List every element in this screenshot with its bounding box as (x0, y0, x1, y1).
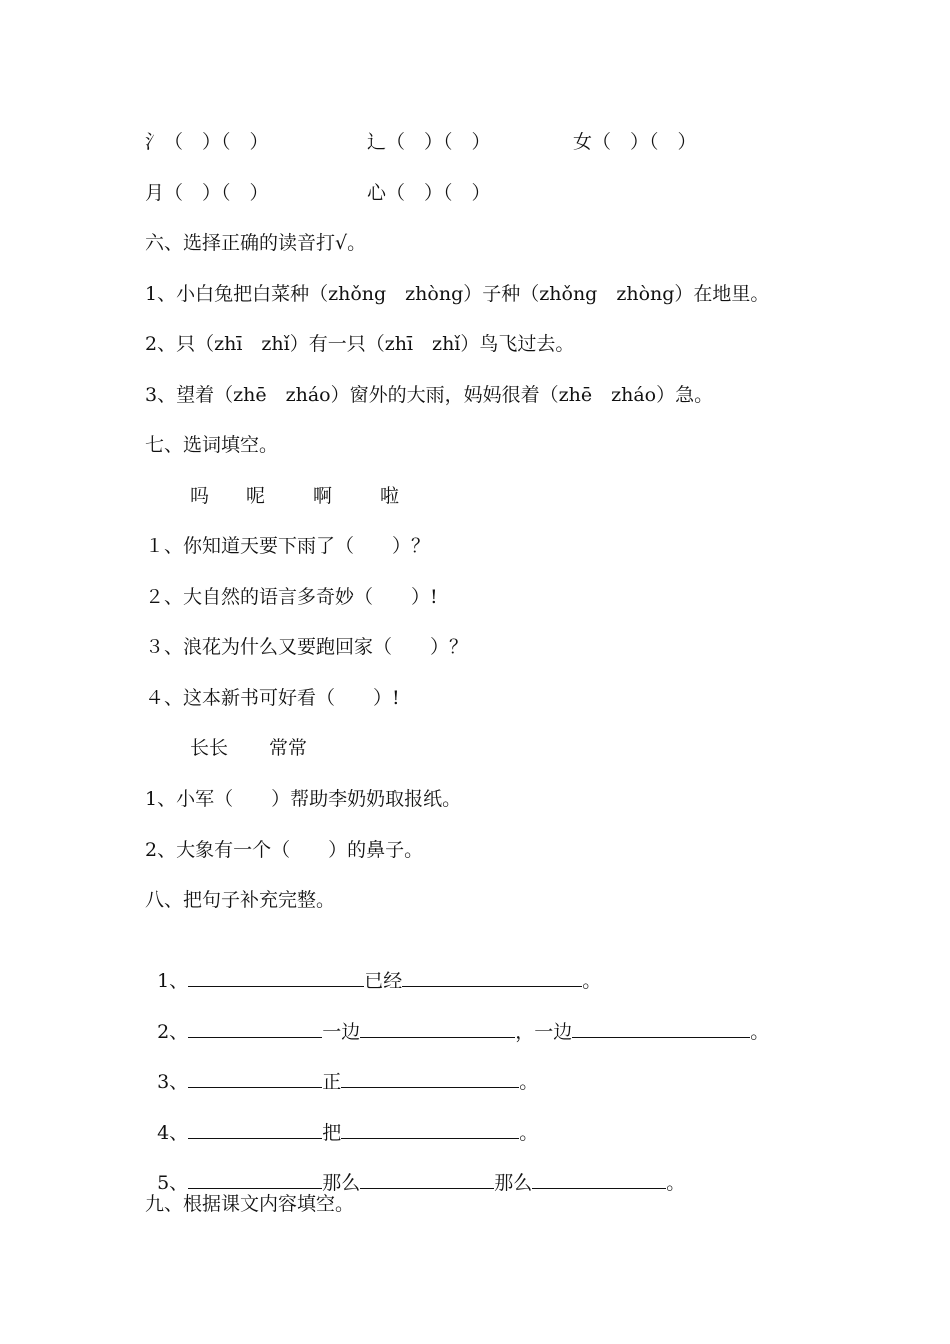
word-option: 啦 (380, 485, 400, 507)
sentence-text: 。 (750, 1021, 770, 1043)
section-7-item-2[interactable]: ２、大自然的语言多奇妙（ ）! (145, 586, 438, 608)
section-6-title: 六、选择正确的读音打√。 (145, 232, 367, 254)
radical-group (145, 127, 269, 157)
blank-line[interactable] (188, 1069, 322, 1088)
radical-char: 辶 (367, 131, 387, 153)
radical-slots[interactable]: （ ）（ ） (164, 131, 269, 153)
blank-line[interactable] (188, 1170, 322, 1189)
sentence-number: 5、 (157, 1172, 189, 1194)
radical-char: 月 (145, 182, 165, 204)
sentence-text: 。 (582, 970, 602, 992)
section-8-title: 八、把句子补充完整。 (145, 889, 336, 911)
blank-line[interactable] (360, 1170, 494, 1189)
radical-group (367, 127, 491, 157)
sentence-text: 那么 (322, 1172, 361, 1194)
blank-line[interactable] (402, 968, 582, 987)
radical-char: 心 (367, 182, 387, 204)
sentence-text: 。 (666, 1172, 686, 1194)
sentence-5 (145, 1138, 910, 1194)
section-7-item-3[interactable]: ３、浪花为什么又要跑回家（ ）？ (145, 636, 469, 658)
radical-group (573, 127, 697, 157)
sentence-3 (145, 1037, 910, 1093)
word-option: 啊 (313, 485, 333, 507)
sentence-text: 正 (322, 1071, 342, 1093)
sentence-text: 那么 (494, 1172, 533, 1194)
blank-line[interactable] (360, 1019, 515, 1038)
sentence-2 (145, 987, 910, 1043)
word-bank-1 (145, 481, 910, 511)
radical-slots[interactable]: （ ）（ ） (386, 131, 491, 153)
sentence-1 (145, 936, 910, 992)
section-7-item-4[interactable]: ４、这本新书可好看（ ）! (145, 687, 400, 709)
section-7-title: 七、选词填空。 (145, 434, 279, 456)
section-9-title: 九、根据课文内容填空。 (145, 1193, 355, 1215)
sentence-text: 。 (519, 1122, 539, 1144)
sentence-text: 已经 (364, 970, 403, 992)
radical-slots[interactable]: （ ）（ ） (386, 182, 491, 204)
word-bank-2 (145, 733, 910, 763)
radical-slots[interactable]: （ ）（ ） (592, 131, 697, 153)
sentence-number: 4、 (157, 1122, 189, 1144)
radical-row-1 (145, 127, 910, 157)
word-option: 常常 (269, 737, 308, 759)
blank-line[interactable] (188, 1019, 322, 1038)
sentence-text: 。 (519, 1071, 539, 1093)
sentence-text: 一边 (322, 1021, 361, 1043)
blank-line[interactable] (572, 1019, 750, 1038)
section-7-item-6[interactable]: 2、大象有一个（ ）的鼻子。 (145, 839, 424, 861)
sentence-number: 1、 (157, 970, 189, 992)
word-option: 吗 (190, 485, 210, 507)
section-6-item-1[interactable]: 1、小白兔把白菜种（zhǒng zhòng）子种（zhǒng zhòng）在地里。 (145, 283, 770, 305)
word-option: 长长 (190, 737, 229, 759)
radical-char: 女 (573, 131, 593, 153)
sentence-text: 把 (322, 1122, 342, 1144)
section-6-item-3[interactable]: 3、望着（zhē zháo）窗外的大雨，妈妈很着（zhē zháo）急。 (145, 384, 714, 406)
radical-slots[interactable]: （ ）（ ） (164, 182, 269, 204)
radical-char: 氵 (145, 131, 165, 153)
section-7-item-1[interactable]: １、你知道天要下雨了（ ）？ (145, 535, 431, 557)
section-6-item-2[interactable]: 2、只（zhī zhǐ）有一只（zhī zhǐ）鸟飞过去。 (145, 333, 575, 355)
radical-group (367, 178, 491, 208)
sentence-text: ，一边 (515, 1021, 573, 1043)
blank-line[interactable] (188, 968, 364, 987)
blank-line[interactable] (532, 1170, 666, 1189)
word-option: 呢 (246, 485, 266, 507)
blank-line[interactable] (188, 1120, 322, 1139)
sentence-number: 3、 (157, 1071, 189, 1093)
section-7-item-5[interactable]: 1、小军（ ）帮助李奶奶取报纸。 (145, 788, 462, 810)
sentence-4 (145, 1088, 910, 1144)
radical-row-2 (145, 178, 910, 208)
blank-line[interactable] (341, 1120, 519, 1139)
radical-group (145, 178, 269, 208)
sentence-number: 2、 (157, 1021, 189, 1043)
blank-line[interactable] (341, 1069, 519, 1088)
